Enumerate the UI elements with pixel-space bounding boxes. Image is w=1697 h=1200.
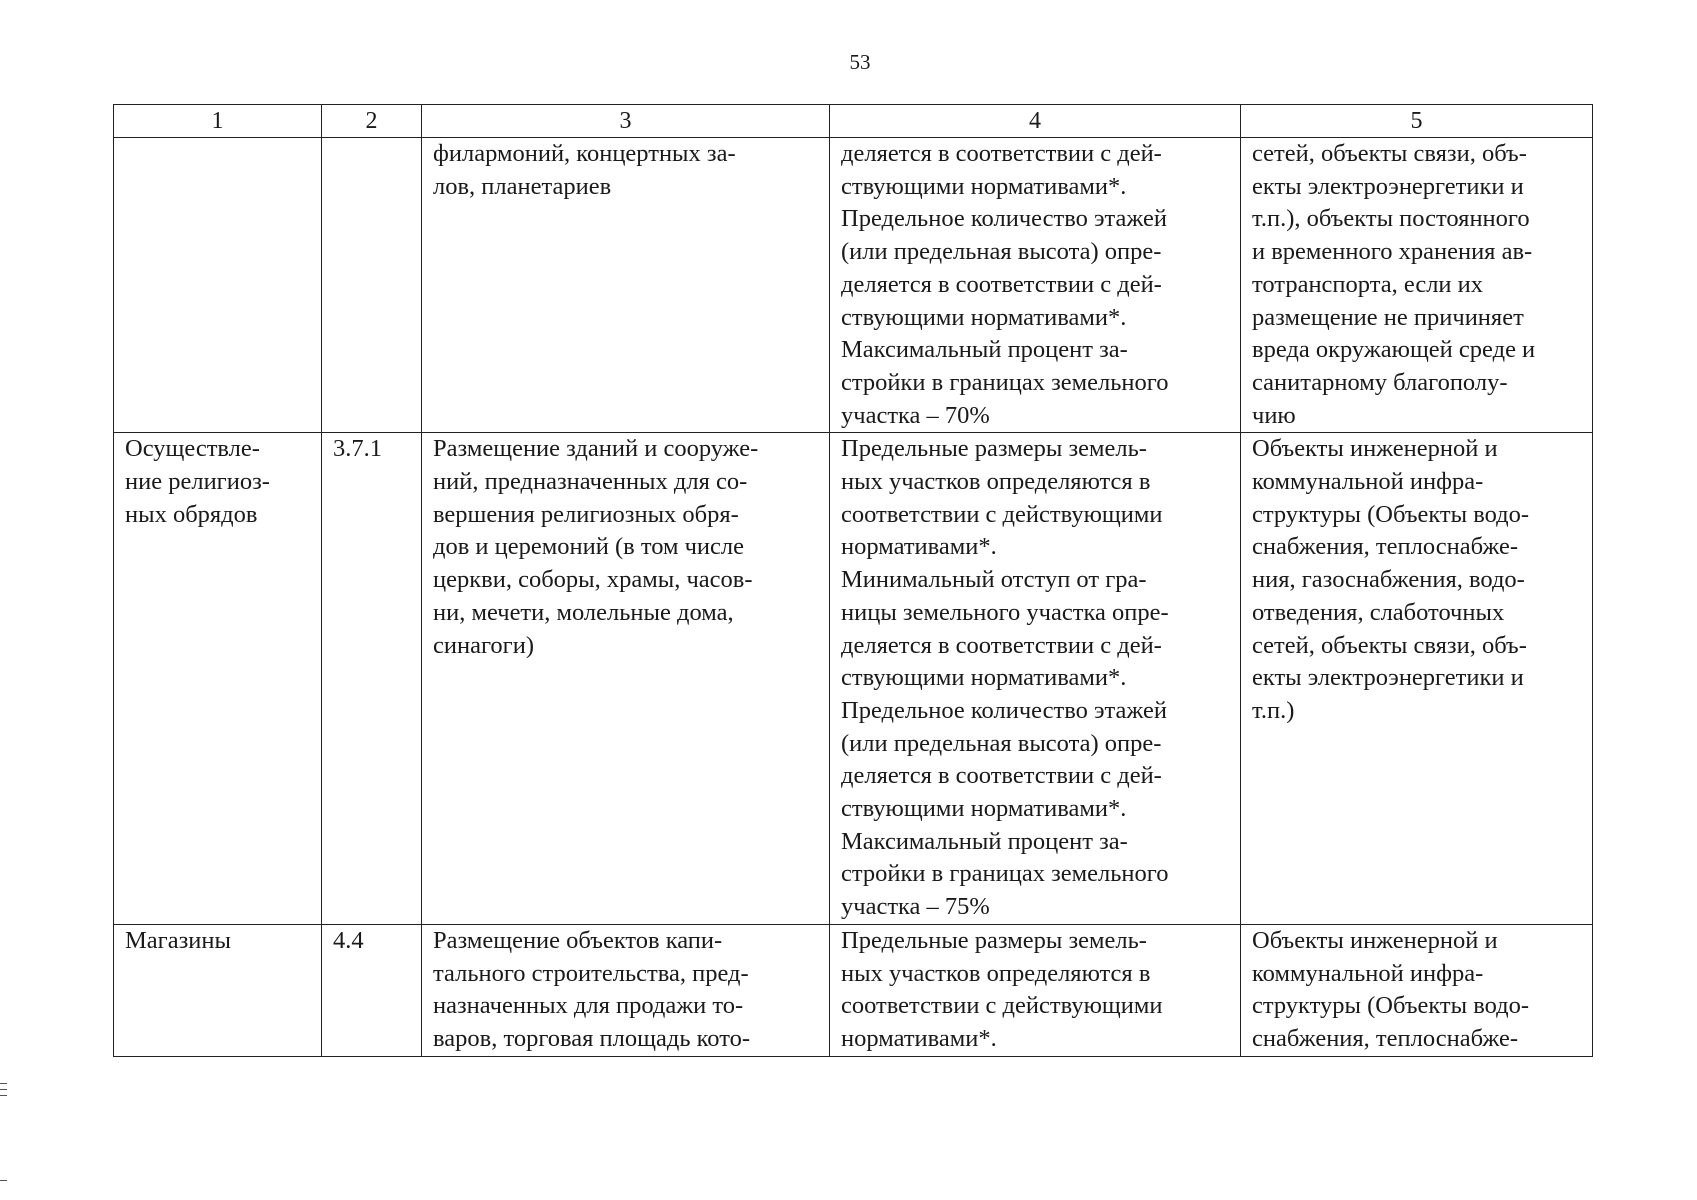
table-row xyxy=(114,433,1593,925)
column-header: 4 xyxy=(830,105,1241,138)
binding-mark xyxy=(0,1089,7,1090)
parameters-cell xyxy=(830,924,1241,1056)
auxiliary-uses-text: Объекты инженерной и коммунальной инфра- структуры (Объекты водо- снабжения, теплоснабже- xyxy=(1252,926,1530,1052)
use-type-cell xyxy=(114,924,322,1056)
code-text: 4.4 xyxy=(333,926,364,954)
auxiliary-uses-cell xyxy=(1241,924,1593,1056)
column-header: 1 xyxy=(114,105,322,138)
auxiliary-uses-cell: сетей, объекты связи, объ- екты электроэнергетики и т.п.), объекты постоянного и временного хранения ав- тотранспорта, если их размещение не причиняет вреда окружающей среде и санитарному благополу- чию xyxy=(1241,138,1593,433)
column-header: 2 xyxy=(322,105,422,138)
use-type-cell xyxy=(114,138,322,433)
code-cell xyxy=(322,138,422,433)
column-header: 3 xyxy=(422,105,830,138)
table-row xyxy=(114,924,1593,1056)
use-type-cell: Осуществле- ние религиоз- ных обрядов xyxy=(114,433,322,925)
parameters-cell: Предельные размеры земель- ных участков определяются в соответствии с действующими нормативами*. Минимальный отступ от гра- ницы земельного участка опре- деляется в соответствии с дей- ствующими нормативами*. Предельное количество этажей (или предельная высота) опре- деляется в соответствии с дей- ствующими нормативами*. Максимальный процент за- стройки в границах земельного участка – 75% xyxy=(830,433,1241,925)
code-cell xyxy=(322,924,422,1056)
parameters-cell: деляется в соответствии с дей- ствующими нормативами*. Предельное количество этажей (или предельная высота) опре- деляется в соответствии с дей- ствующими нормативами*. Максимальный процент за- стройки в границах земельного участка – 70% xyxy=(830,138,1241,433)
use-type-text: Магазины xyxy=(125,926,231,954)
page-number: 53 xyxy=(849,50,871,74)
description-cell: Размещение зданий и сооруже- ний, предназначенных для со- вершения религиозных обря- дов и церемоний (в том числе церкви, соборы, храмы, часов- ни, мечети, молельные дома, синагоги) xyxy=(422,433,830,925)
table-row xyxy=(114,138,1593,433)
zoning-table xyxy=(113,104,1593,1057)
description-cell: филармоний, концертных за- лов, планетариев xyxy=(422,138,830,433)
column-header: 5 xyxy=(1241,105,1593,138)
description-cell xyxy=(422,924,830,1056)
table-header-row xyxy=(114,105,1593,138)
binding-mark xyxy=(0,1095,7,1096)
description-text: Размещение объектов капи- тального строительства, пред- назначенных для продажи то- варов, торговая площадь кото- xyxy=(433,926,750,1052)
parameters-text: Предельные размеры земель- ных участков определяются в соответствии с действующими нормативами*. xyxy=(841,926,1163,1052)
auxiliary-uses-cell: Объекты инженерной и коммунальной инфра- структуры (Объекты водо- снабжения, теплоснабже- ния, газоснабжения, водо- отведения, слаботочных сетей, объекты связи, объ- екты электроэнергетики и т.п.) xyxy=(1241,433,1593,925)
binding-mark xyxy=(0,1180,7,1181)
code-cell: 3.7.1 xyxy=(322,433,422,925)
binding-mark xyxy=(0,1083,7,1084)
